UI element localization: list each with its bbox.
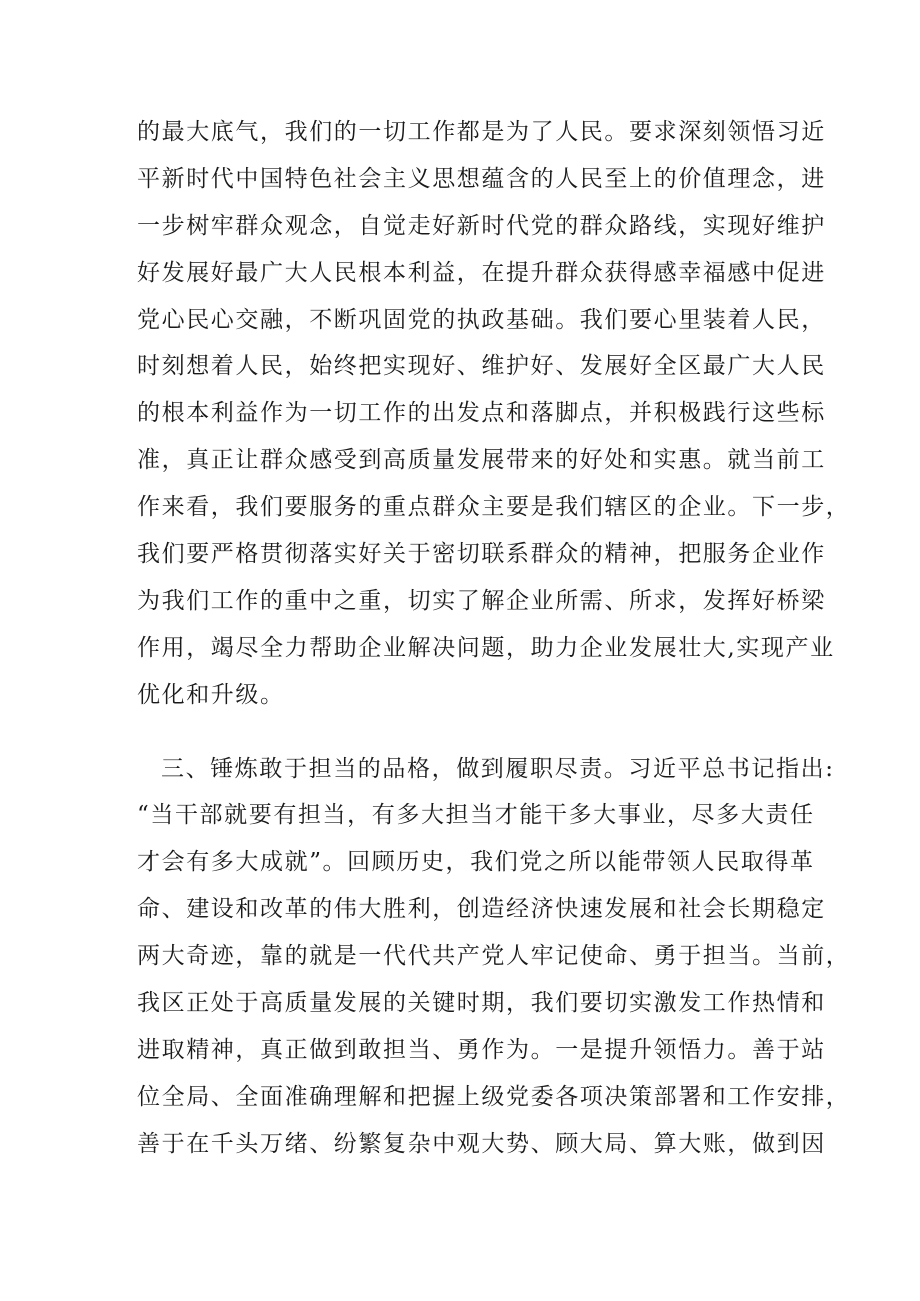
text-line: 两大奇迹，靠的就是一代代共产党人牢记使命、勇于担当。当前， [137, 943, 851, 970]
text-line: 优化和升级。 [137, 681, 285, 708]
section-heading-line: 三、锤炼敢于担当的品格，做到履职尽责。习近平总书记指出: [161, 755, 835, 782]
text-line: 平新时代中国特色社会主义思想蕴含的人民至上的价值理念，进 [137, 165, 826, 192]
text-line: 好发展好最广大人民根本利益，在提升群众获得感幸福感中促进 [137, 259, 826, 286]
text-line: 我们要严格贯彻落实好关于密切联系群众的精神，把服务企业作 [137, 541, 826, 568]
text-line: 时刻想着人民，始终把实现好、维护好、发展好全区最广大人民 [137, 353, 826, 380]
text-line: 我区正处于高质量发展的关键时期，我们要切实激发工作热情和 [137, 990, 826, 1017]
text-line: “当干部就要有担当，有多大担当才能干多大事业，尽多大责任 [137, 802, 815, 829]
document-body [137, 109, 851, 1168]
text-line: 命、建设和改革的伟大胜利，创造经济快速发展和社会长期稳定 [137, 896, 826, 923]
paragraph-spacer [137, 719, 797, 746]
text-line: 进取精神，真正做到敢担当、勇作为。一是提升领悟力。善于站 [137, 1036, 826, 1063]
text-line: 一步树牢群众观念，自觉走好新时代党的群众路线，实现好维护 [137, 212, 826, 239]
text-line: 为我们工作的重中之重，切实了解企业所需、所求，发挥好桥梁 [137, 587, 826, 614]
text-line: 的根本利益作为一切工作的出发点和落脚点，并积极践行这些标 [137, 400, 826, 427]
text-line: 的最大底气，我们的一切工作都是为了人民。要求深刻领悟习近 [137, 119, 826, 145]
text-line: 才会有多大成就”。回顾历史，我们党之所以能带领人民取得革 [137, 849, 815, 876]
text-line: 善于在千头万绪、纷繁复杂中观大势、顾大局、算大账，做到因 [137, 1130, 826, 1157]
text-line: 作用，竭尽全力帮助企业解决问题，助力企业发展壮大,实现产业 [137, 634, 835, 661]
paragraph-section-three [137, 746, 851, 1168]
text-line: 党心民心交融，不断巩固党的执政基础。我们要心里装着人民， [137, 306, 826, 333]
paragraph-people-first [137, 109, 851, 719]
text-line: 位全局、全面准确理解和把握上级党委各项决策部署和工作安排， [137, 1083, 851, 1110]
text-line: 准，真正让群众感受到高质量发展带来的好处和实惠。就当前工 [137, 447, 826, 474]
text-line: 作来看，我们要服务的重点群众主要是我们辖区的企业。下一步， [137, 494, 851, 521]
